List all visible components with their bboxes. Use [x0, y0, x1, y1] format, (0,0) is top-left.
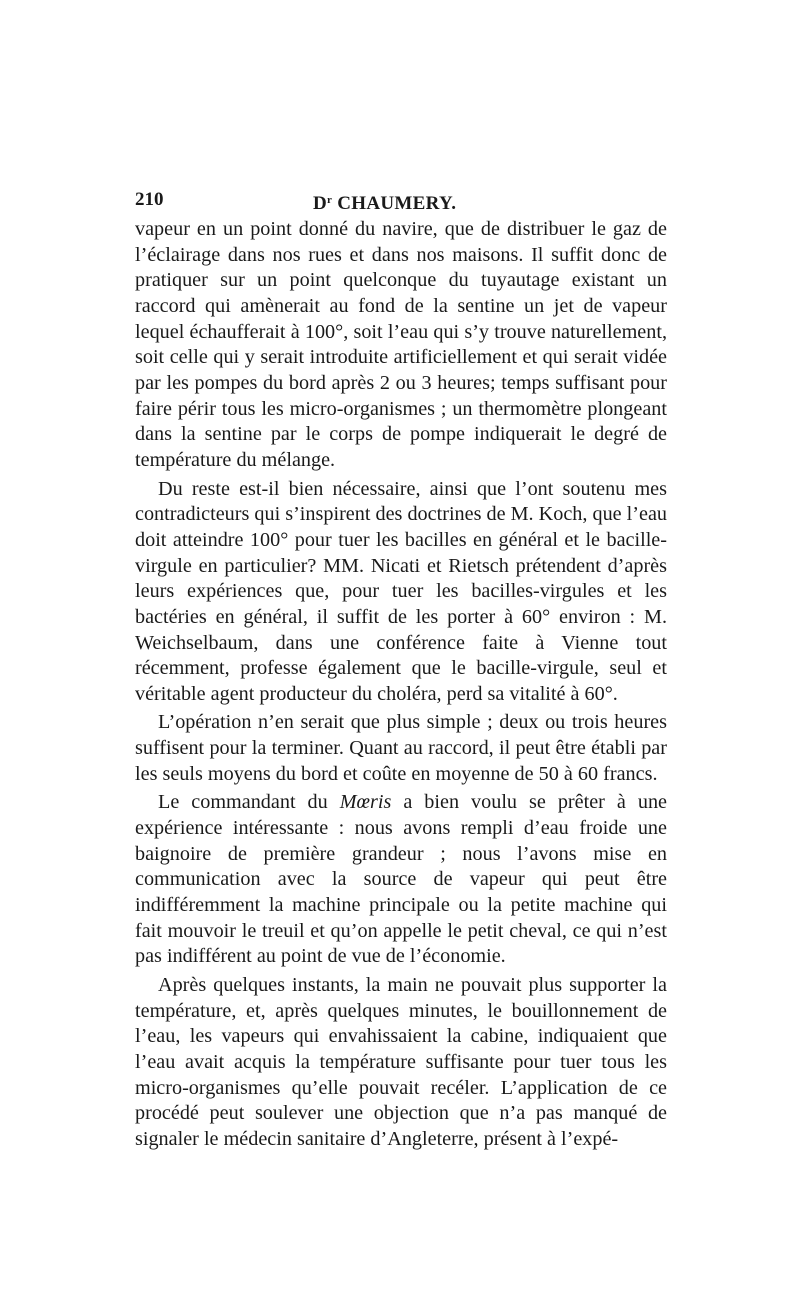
paragraph-4	[135, 790, 667, 970]
paragraph-4-text-before: Le commandant du	[158, 791, 340, 814]
running-title-prefix: D	[313, 193, 328, 214]
running-title-superscript: r	[327, 194, 333, 206]
paragraph-4-text-after: a bien voulu se prêter à une expérience intéressante : nous avons rempli d’eau froide une baignoire de première grandeur ; nous l’avons mise en communication avec la source de vapeur qui peut être indifféremment la machine principale ou la petite machine qui fait mouvoir le treuil et qu’on appelle le petit cheval, ce qui n’est pas indifférent au point de vue de l’économie.	[135, 791, 667, 968]
book-page	[135, 183, 667, 1153]
paragraph-2: Du reste est-il bien nécessaire, ainsi que l’ont soutenu mes contradicteurs qui s’inspirent des doctrines de M. Koch, que l’eau doit atteindre 100° pour tuer les bacilles en général et le bacille-virgule en particulier? MM. Nicati et Rietsch prétendent d’après leurs expériences que, pour tuer les bacilles-virgules et les bactéries en général, il suffit de les porter à 60° environ : M. Weichselbaum, dans une conférence faite à Vienne tout récemment, professe également que le bacille-virgule, seul et véritable agent producteur du choléra, perd sa vitalité à 60°.	[135, 477, 668, 705]
paragraph-3: L’opération n’en serait que plus simple ; deux ou trois heures suffisent pour la terminer. Quant au raccord, il peut être établi par les seuls moyens du bord et coûte en moyenne de 50 à 60 francs.	[135, 711, 667, 785]
paragraph-1: vapeur en un point donné du navire, que de distribuer le gaz de l’éclairage dans nos rues et dans nos maisons. Il suffit donc de pratiquer sur un point quelconque du tuyautage existant un raccord qui amènerait au fond de la sentine un jet de vapeur lequel échaufferait à 100°, soit l’eau qui s’y trouve naturellement, soit celle qui y serait introduite artificiellement et qui serait vidée par les pompes du bord après 2 ou 3 heures; temps suffisant pour faire périr tous les micro-organismes ; un thermomètre plongeant dans la sentine par le corps de pompe indiquerait le degré de température du mélange.	[135, 218, 667, 471]
running-title	[313, 183, 456, 221]
page-number: 210	[135, 189, 164, 210]
ship-name: Mœris	[339, 791, 392, 814]
running-head	[135, 183, 667, 217]
paragraph-5: Après quelques instants, la main ne pouvait plus supporter la température, et, après quelques minutes, le bouillonnement de l’eau, les vapeurs qui envahissaient la cabine, indiquaient que l’eau avait acquis la température suffisante pour tuer tous les micro-organismes qu’elle pouvait recéler. L’application de ce procédé peut soulever une objection que n’a pas manqué de signaler le médecin sanitaire d’Angleterre, présent à l’expé-	[135, 974, 667, 1150]
running-title-name: CHAUMERY.	[332, 193, 457, 214]
